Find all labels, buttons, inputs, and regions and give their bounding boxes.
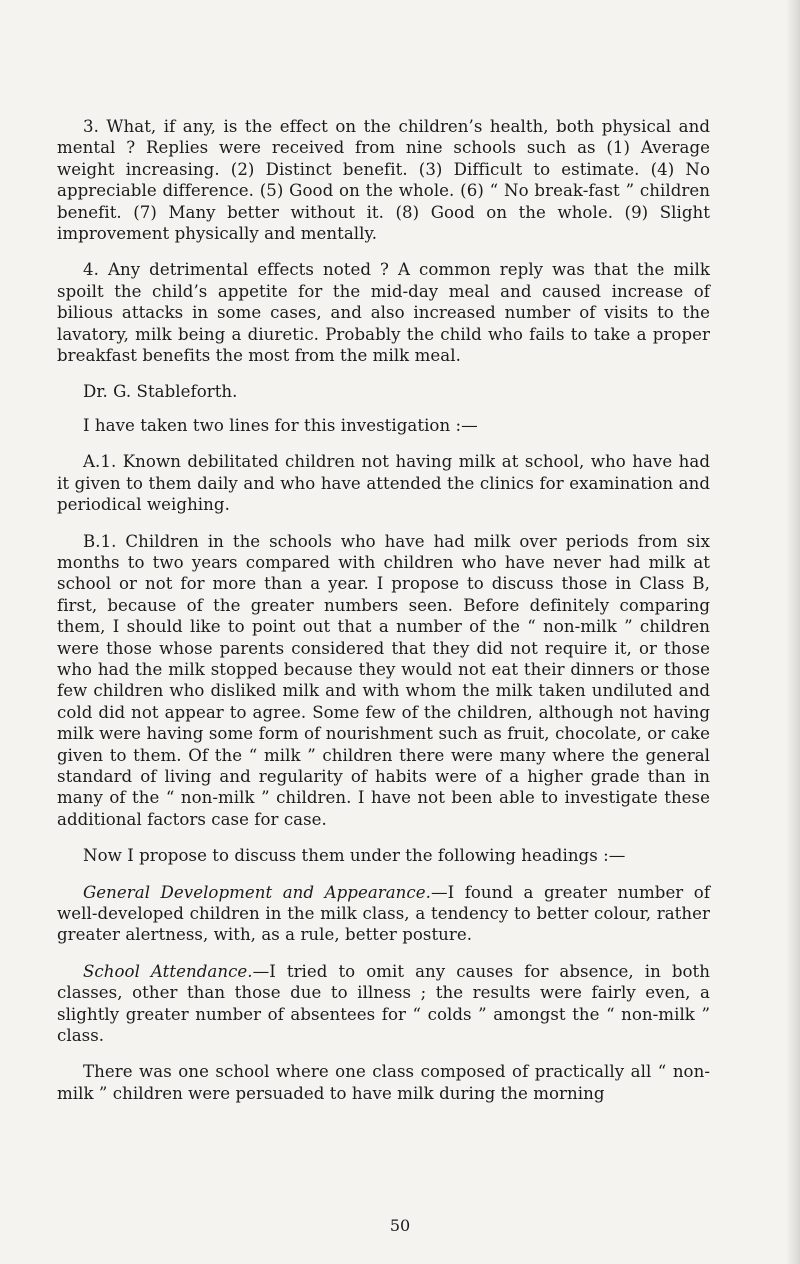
paragraph-question-4: 4. Any detrimental effects noted ? A common reply was that the milk spoilt the child’s appetite for the mid-day meal and caused increase of bilious attacks in some cases, and also increased number of visits to the lavatory, milk being a diuretic. Probably the child who fails to take a proper breakfast benefits the most from the milk meal. <box>57 260 710 366</box>
text-school-attendance: —I tried to omit any causes for absence, in both classes, other than those due to illness ; the results were fairly even, a slightly greater number of absentees for “ colds ” amongst the “ non-milk ” class. <box>57 961 710 1046</box>
paragraph-school-attendance <box>57 961 710 1047</box>
author-name: Dr. G. Stableforth. <box>83 382 238 402</box>
page-number: 50 <box>389 1216 411 1235</box>
paragraph-question-3: 3. What, if any, is the effect on the children’s health, both physical and mental ? Replies were received from nine schools such as (1) Average weight increasing. (2) Distinct benefit. (3) Difficult to estimate. (4) No appreciable difference. (5) Good on the whole. (6) “ No break-fast ” children benefit. (7) Many better without it. (8) Good on the whole. (9) Slight improvement physically and mentally. <box>57 117 710 244</box>
heading-school-attendance: School Attendance. <box>83 961 253 981</box>
paragraph-b1: B.1. Children in the schools who have had milk over periods from six months to two years compared with children who have never had milk at school or not for more than a year. I propose to discuss those in Class B, first, because of the greater numbers seen. Before definitely comparing them, I should like to point out that a number of the “ non-milk ” children were those whose parents considered that they did not require it, or those who had the milk stopped because they would not eat their dinners or those few children who disliked milk and with whom the milk taken undiluted and cold did not appear to agree. Some few of the children, although not having milk were having some form of nourishment such as fruit, chocolate, or cake given to them. Of the “ milk ” children there were many where the general standard of living and regularity of habits were of a higher grade than in many of the “ non-milk ” children. I have not been able to investigate these additional factors case for case. <box>57 531 710 829</box>
paragraph-investigation-intro: I have taken two lines for this investigation :— <box>83 415 478 435</box>
page-edge-shadow <box>786 0 800 1264</box>
text-general-development: —I found a greater number of well-developed children in the milk class, a tendency to better colour, rather greater alertness, with, as a rule, better posture. <box>57 882 711 945</box>
paragraph-general-development <box>57 882 710 946</box>
paragraph-headings-intro: Now I propose to discuss them under the following headings :— <box>83 846 626 866</box>
body-text <box>57 116 710 1116</box>
paragraph-one-school: There was one school where one class composed of practically all “ non-milk ” children were persuaded to have milk during the morning <box>57 1062 710 1103</box>
heading-general-development: General Development and Appearance. <box>83 882 431 902</box>
paragraph-a1: A.1. Known debilitated children not having milk at school, who have had it given to them daily and who have attended the clinics for examination and periodical weighing. <box>57 452 710 515</box>
